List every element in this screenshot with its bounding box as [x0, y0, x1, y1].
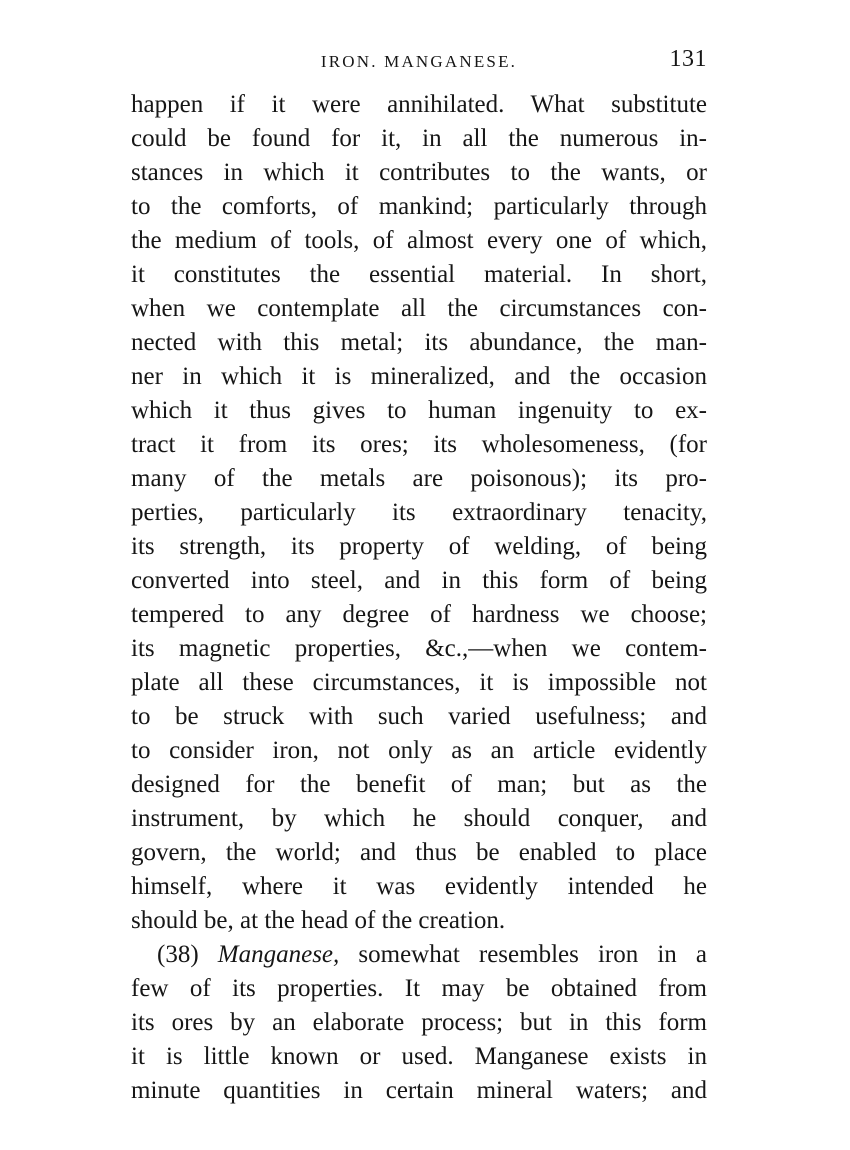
text-line: plate all these circumstances, it is impossible not — [131, 669, 707, 696]
text-line: to be struck with such varied usefulness; and — [131, 703, 707, 730]
text-line: to the comforts, of mankind; particularly through — [131, 193, 707, 220]
text-line: tract it from its ores; its wholesomeness, (for — [131, 431, 707, 458]
paragraph-first-line — [131, 938, 707, 972]
section-number: (38) — [157, 941, 199, 968]
paragraph-iron — [131, 88, 707, 938]
text-line: it is little known or used. Manganese exists in — [131, 1043, 707, 1070]
text-line: which it thus gives to human ingenuity to ex- — [131, 397, 707, 424]
text-line: the medium of tools, of almost every one of which, — [131, 227, 707, 254]
text-line: designed for the benefit of man; but as the — [131, 771, 707, 798]
text-line: nected with this metal; its abundance, the man- — [131, 329, 707, 356]
text-line: himself, where it was evidently intended he — [131, 873, 707, 900]
text-line: its strength, its property of welding, of being — [131, 533, 707, 560]
running-title: IRON. MANGANESE. — [320, 52, 518, 71]
running-head — [131, 46, 707, 78]
text-line: minute quantities in certain mineral waters; and — [131, 1077, 707, 1104]
text-line: could be found for it, in all the numerous in- — [131, 125, 707, 152]
text-line: tempered to any degree of hardness we choose; — [131, 601, 707, 628]
text-line: its ores by an elaborate process; but in this form — [131, 1009, 707, 1036]
term-manganese: Manganese, — [217, 941, 340, 968]
text-line: govern, the world; and thus be enabled to place — [131, 839, 707, 866]
paragraph-manganese — [131, 938, 707, 1108]
text-line: instrument, by which he should conquer, and — [131, 805, 707, 832]
text-line: few of its properties. It may be obtained from — [131, 975, 707, 1002]
page-number: 131 — [669, 46, 707, 72]
text-line: stances in which it contributes to the wants, or — [131, 159, 707, 186]
text-line: to consider iron, not only as an article evidently — [131, 737, 707, 764]
text-line: happen if it were annihilated. What substitute — [131, 91, 707, 118]
text-line: its magnetic properties, &c.,—when we contem- — [131, 635, 707, 662]
text-line: many of the metals are poisonous); its pro- — [131, 465, 707, 492]
first-line-text: somewhat resembles iron in a — [339, 941, 707, 968]
text-line: should be, at the head of the creation. — [131, 907, 506, 934]
text-body — [131, 88, 707, 1108]
text-line: it constitutes the essential material. In short, — [131, 261, 707, 288]
text-line: perties, particularly its extraordinary tenacity, — [131, 499, 707, 526]
text-line: converted into steel, and in this form of being — [131, 567, 707, 594]
text-line: ner in which it is mineralized, and the occasion — [131, 363, 707, 390]
text-line: when we contemplate all the circumstances con- — [131, 295, 707, 322]
